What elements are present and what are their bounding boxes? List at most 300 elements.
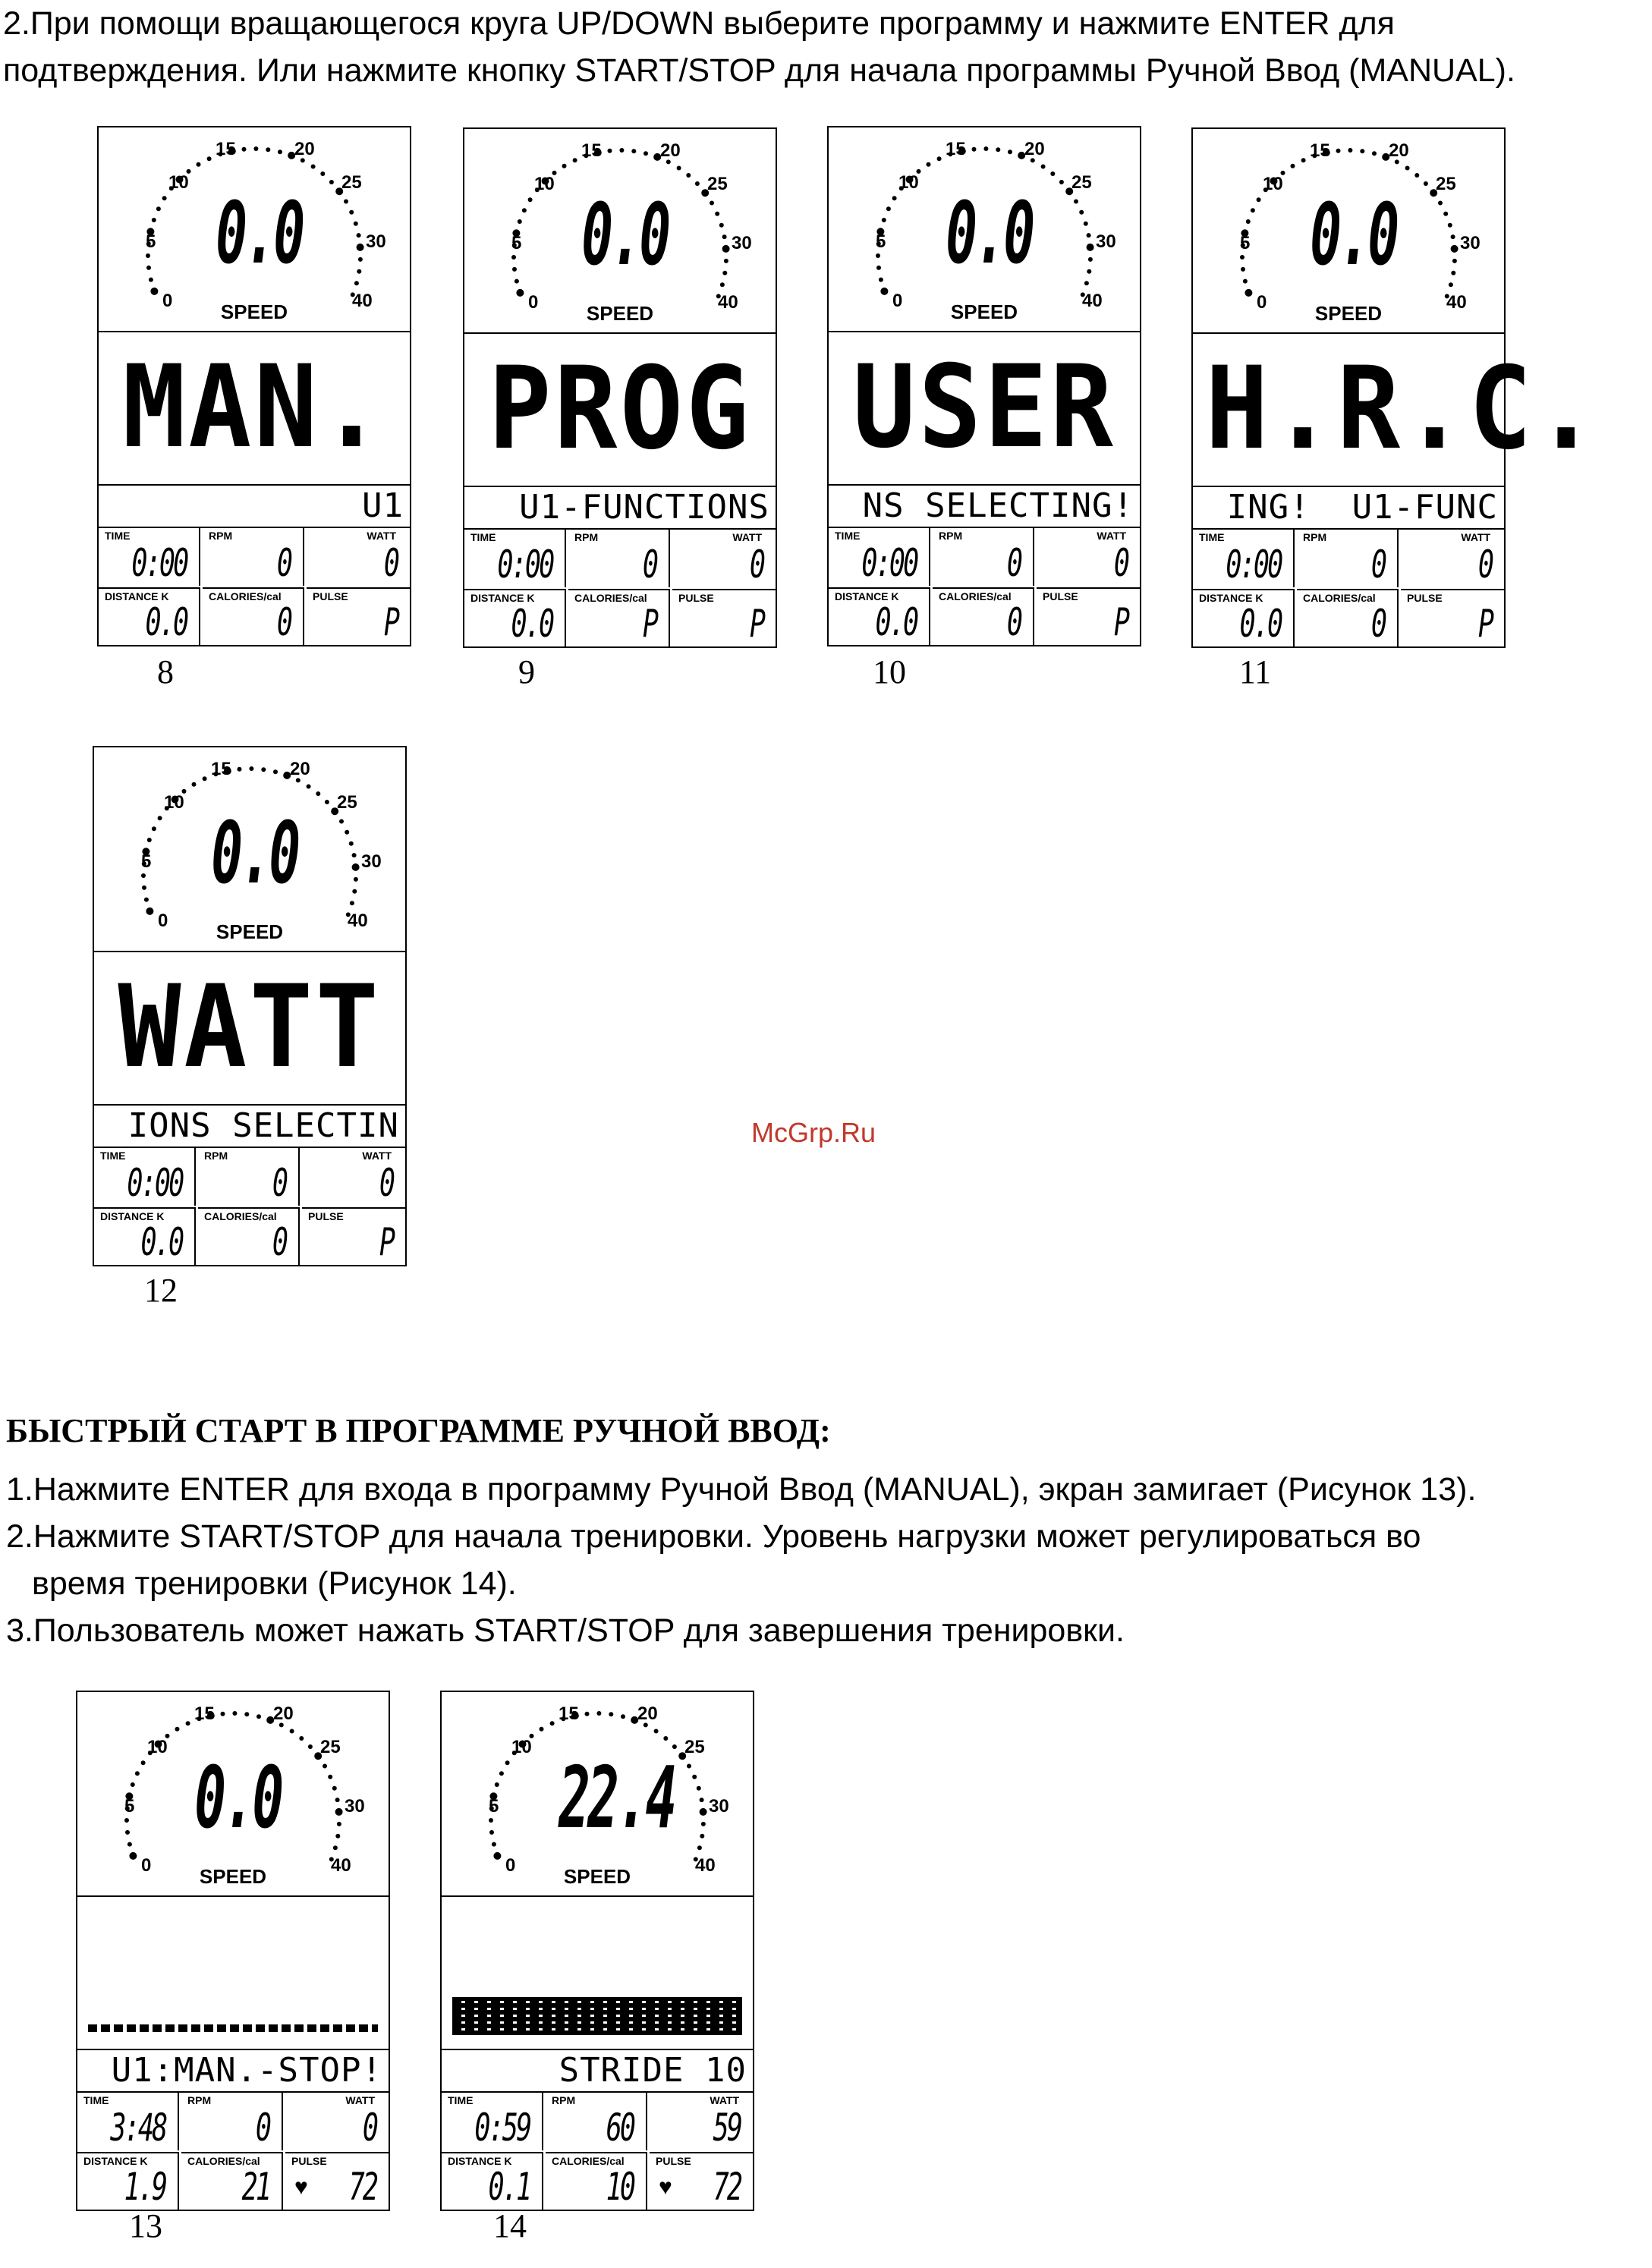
calories-value: 21 <box>241 2165 269 2209</box>
gauge-tick-label: 20 <box>637 1703 658 1724</box>
rpm-label: RPM <box>574 531 599 543</box>
gauge-dot <box>349 210 354 215</box>
rpm-cell <box>546 2093 647 2150</box>
gauge-dot <box>129 1852 137 1860</box>
gauge-dot <box>876 253 880 258</box>
gauge-dot <box>937 156 942 161</box>
time-label: TIME <box>835 530 861 542</box>
gauge-dot <box>150 288 158 295</box>
time-label: TIME <box>1199 531 1225 543</box>
calories-value: 0 <box>272 1220 286 1264</box>
calories-value: 0 <box>1006 600 1021 644</box>
calories-value: 10 <box>606 2165 634 2209</box>
gauge-tick-label: 40 <box>1446 292 1467 313</box>
calories-label: CALORIES/cal <box>209 590 282 602</box>
message-line <box>99 486 410 528</box>
speed-value: 0.0 <box>581 186 669 285</box>
gauge-dot <box>352 853 357 857</box>
pulse-label: PULSE <box>656 2155 691 2167</box>
gauge-dot <box>266 147 270 152</box>
gauge-dot <box>192 782 197 787</box>
console-display <box>93 746 407 1266</box>
time-label: TIME <box>470 531 496 543</box>
distance-label: DISTANCE K <box>105 590 169 602</box>
pulse-label: PULSE <box>1043 590 1078 602</box>
time-cell <box>99 528 200 586</box>
gauge-tick-label: 10 <box>168 172 189 193</box>
gauge-dot <box>158 816 162 820</box>
gauge-dot <box>349 841 354 846</box>
calories-cell <box>568 589 670 646</box>
gauge-tick-label: 5 <box>511 233 522 253</box>
gauge-dot <box>1084 281 1089 285</box>
rpm-value: 0 <box>1006 541 1021 585</box>
heart-icon: ♥ <box>294 2175 308 2200</box>
gauge-tick-label: 10 <box>898 172 919 193</box>
rpm-cell <box>203 528 304 586</box>
watt-label: WATT <box>1097 530 1126 542</box>
mode-matrix <box>1193 334 1600 487</box>
gauge-tick-label: 25 <box>337 792 357 813</box>
rpm-cell <box>568 530 670 587</box>
gauge-dot <box>518 219 522 224</box>
gauge-dot <box>687 1764 691 1769</box>
gauge-dot <box>1414 173 1419 178</box>
step-2-continued: время тренировки (Рисунок 14). <box>32 1565 517 1602</box>
gauge-dot <box>1059 180 1064 184</box>
calories-cell <box>933 587 1034 645</box>
gauge-dot <box>152 826 156 831</box>
gauge-tick-label: 0 <box>158 911 168 931</box>
gauge-dot <box>493 1852 501 1860</box>
gauge-dot <box>876 266 881 270</box>
gauge-tick-label: 30 <box>1096 231 1116 252</box>
gauge-dot <box>927 162 931 167</box>
message-text: IONS SELECTIN <box>127 1106 399 1145</box>
rpm-label: RPM <box>1303 531 1327 543</box>
watermark: McGrp.Ru <box>751 1117 876 1148</box>
mode-matrix <box>829 332 1140 486</box>
gauge-dot <box>299 1736 304 1741</box>
gauge-tick-label: 20 <box>1389 140 1409 161</box>
gauge-tick-label: 5 <box>1240 233 1251 253</box>
gauge-dot <box>609 1712 613 1716</box>
time-value: 0:00 <box>131 541 187 585</box>
gauge-dot <box>141 873 146 878</box>
speed-value: 0.0 <box>946 184 1033 283</box>
gauge-dot <box>1360 149 1364 153</box>
gauge-dot <box>1041 165 1046 169</box>
watt-cell <box>302 1148 405 1206</box>
pulse-value: 72 <box>713 2165 741 2209</box>
calories-cell <box>198 1207 300 1265</box>
gauge-tick-label: 15 <box>194 1703 215 1724</box>
rpm-label: RPM <box>939 530 963 542</box>
rpm-cell <box>1297 530 1399 587</box>
time-value: 3:48 <box>109 2106 165 2150</box>
speed-value: 0.0 <box>1310 186 1397 285</box>
gauge-dot <box>892 196 897 200</box>
distance-label: DISTANCE K <box>1199 592 1263 604</box>
gauge-tick-label: 40 <box>348 911 368 931</box>
gauge-dot <box>505 1760 510 1765</box>
gauge-dot <box>141 1760 146 1765</box>
metrics-grid <box>829 528 1140 645</box>
gauge-dot <box>221 1712 225 1716</box>
gauge-dot <box>207 156 212 161</box>
gauge-dot <box>135 1771 140 1776</box>
gauge-tick-label: 30 <box>366 231 386 252</box>
watt-cell <box>650 2093 753 2150</box>
speed-gauge <box>1193 129 1504 334</box>
gauge-dot <box>1348 148 1352 153</box>
gauge-dot <box>256 1714 261 1719</box>
gauge-tick-label: 25 <box>320 1737 341 1757</box>
gauge-dot <box>700 1808 707 1816</box>
gauge-dot <box>972 147 977 152</box>
message-line <box>442 2050 753 2093</box>
gauge-tick-label: 5 <box>489 1796 499 1817</box>
gauge-dot <box>124 1818 129 1823</box>
gauge-dot <box>357 244 364 251</box>
gauge-dot <box>357 233 361 237</box>
gauge-dot <box>242 147 247 152</box>
gauge-tick-label: 0 <box>1257 292 1267 313</box>
gauge-dot <box>886 206 891 211</box>
gauge-dot <box>1084 222 1088 226</box>
step-2: 2.Нажмите START/STOP для начала тренировки. Уровень нагрузки может регулироваться во <box>6 1518 1421 1555</box>
message-text: U1-FUNCTIONS <box>519 488 769 527</box>
speed-gauge <box>77 1692 389 1897</box>
level-bar-row <box>88 2024 378 2032</box>
watt-value: 0 <box>1477 543 1492 587</box>
gauge-dot <box>144 898 149 902</box>
gauge-dot <box>273 769 278 774</box>
distance-value: 0.0 <box>1239 602 1281 646</box>
gauge-dot <box>1240 255 1245 260</box>
gauge-dot <box>156 206 161 211</box>
gauge-dot <box>125 1830 130 1835</box>
rpm-value: 0 <box>255 2106 269 2150</box>
gauge-dot <box>249 766 253 771</box>
message-text: U1 <box>362 486 404 525</box>
gauge-tick-label: 15 <box>211 759 231 779</box>
gauge-dot <box>354 222 358 226</box>
mode-text: PROG <box>488 343 752 475</box>
figure-caption: 10 <box>873 653 906 690</box>
gauge-dot <box>1050 171 1055 176</box>
gauge-dot <box>882 218 886 222</box>
gauge-dot <box>631 149 636 153</box>
gauge-dot <box>663 1736 668 1741</box>
gauge-dot <box>127 1842 132 1847</box>
gauge-tick-label: 40 <box>1082 291 1103 311</box>
gauge-tick-label: 30 <box>1460 233 1481 253</box>
gauge-dot <box>1301 158 1306 162</box>
gauge-dot <box>700 1834 704 1839</box>
pulse-cell <box>1401 589 1504 646</box>
watt-cell <box>307 528 410 586</box>
gauge-dot <box>715 212 719 216</box>
watt-value: 59 <box>713 2106 741 2150</box>
console-display <box>440 1691 754 2211</box>
watt-label: WATT <box>1461 531 1490 543</box>
gauge-dot <box>149 278 153 282</box>
speed-label: SPEED <box>563 1865 631 1888</box>
gauge-tick-label: 20 <box>1024 139 1045 159</box>
calories-cell <box>181 2152 283 2210</box>
gauge-tick-label: 10 <box>511 1737 532 1757</box>
steps-list <box>6 1466 1645 1654</box>
gauge-dot <box>1451 245 1458 253</box>
gauge-dot <box>692 1775 697 1779</box>
gauge-dot <box>1448 223 1452 228</box>
time-label: TIME <box>448 2094 474 2106</box>
gauge-dot <box>489 1830 494 1835</box>
intro-paragraph <box>3 0 1650 94</box>
gauge-dot <box>232 1711 237 1716</box>
gauge-dot <box>311 165 316 169</box>
gauge-tick-label: 15 <box>946 139 966 159</box>
gauge-dot <box>345 830 349 835</box>
message-line <box>464 487 776 530</box>
intro-line-1: 2.При помощи вращающегося круга UP/DOWN выберите программу и нажмите ENTER для <box>3 5 1395 42</box>
figure-caption: 13 <box>129 2207 162 2244</box>
gauge-tick-label: 30 <box>345 1796 365 1817</box>
gauge-dot <box>528 197 533 202</box>
gauge-dot <box>722 271 727 275</box>
message-text: STRIDE 10 <box>559 2051 747 2090</box>
gauge-tick-label: 25 <box>1436 174 1456 194</box>
gauge-dot <box>146 266 151 270</box>
speed-label: SPEED <box>199 1865 267 1888</box>
console-display <box>1191 127 1600 648</box>
gauge-dot <box>328 1775 332 1779</box>
gauge-tick-label: 10 <box>534 174 555 194</box>
figure-caption: 9 <box>518 653 535 690</box>
distance-cell <box>94 1207 196 1265</box>
gauge-dot <box>879 278 883 282</box>
watt-cell <box>672 530 776 587</box>
speed-gauge <box>442 1692 753 1897</box>
gauge-dot <box>720 282 725 287</box>
gauge-tick-label: 15 <box>581 140 602 161</box>
gauge-dot <box>335 1808 343 1816</box>
time-value: 0:59 <box>474 2106 530 2150</box>
pulse-cell <box>1037 587 1140 645</box>
gauge-dot <box>621 1714 625 1719</box>
speed-label: SPEED <box>216 920 284 943</box>
gauge-dot <box>142 885 146 890</box>
gauge-dot <box>253 146 258 151</box>
gauge-dot <box>701 1822 706 1826</box>
gauge-dot <box>329 180 334 184</box>
rpm-cell <box>181 2093 283 2150</box>
watt-cell <box>285 2093 389 2150</box>
mode-text: WATT <box>118 961 382 1093</box>
watt-label: WATT <box>362 1150 392 1162</box>
mode-matrix <box>99 332 410 486</box>
mode-text: H.R.C. <box>1205 343 1600 475</box>
pulse-cell <box>302 1207 405 1265</box>
gauge-dot <box>1438 201 1443 206</box>
intro-line-2: подтверждения. Или нажмите кнопку START/STOP для начала программы Ручной Ввод (MANUAL). <box>3 52 1515 89</box>
gauge-dot <box>278 149 282 154</box>
time-cell <box>829 528 930 586</box>
mode-matrix <box>464 334 776 487</box>
gauge-dot <box>654 1729 659 1734</box>
gauge-dot <box>1088 257 1093 262</box>
gauge-tick-label: 5 <box>146 231 156 252</box>
pulse-cell <box>650 2152 753 2210</box>
metrics-grid <box>77 2093 389 2210</box>
distance-value: 0.0 <box>140 1220 182 1264</box>
gauge-tick-label: 15 <box>216 139 236 159</box>
gauge-dot <box>1079 210 1084 215</box>
distance-value: 0.1 <box>488 2165 530 2209</box>
gauge-dot <box>352 863 360 871</box>
gauge-dot <box>308 1744 313 1749</box>
speed-value: 22.4 <box>559 1749 675 1848</box>
rpm-cell <box>198 1148 300 1206</box>
gauge-tick-label: 5 <box>124 1796 135 1817</box>
figure-caption: 8 <box>157 653 174 690</box>
gauge-tick-label: 40 <box>331 1855 351 1876</box>
gauge-dot <box>983 146 988 151</box>
gauge-tick-label: 0 <box>505 1855 516 1876</box>
gauge-tick-label: 10 <box>1263 174 1283 194</box>
message-text: ING! U1-FUNC <box>1226 488 1498 527</box>
gauge-dot <box>511 255 516 260</box>
calories-label: CALORIES/cal <box>187 2155 260 2167</box>
gauge-dot <box>880 288 888 295</box>
time-value: 0:00 <box>1225 543 1281 587</box>
gauge-dot <box>1243 279 1248 284</box>
gauge-dot <box>244 1712 249 1716</box>
gauge-dot <box>1008 149 1012 154</box>
gauge-dot <box>1443 212 1448 216</box>
time-label: TIME <box>83 2094 109 2106</box>
gauge-tick-label: 40 <box>352 291 373 311</box>
gauge-dot <box>695 181 700 186</box>
gauge-dot <box>358 257 363 262</box>
gauge-dot <box>1251 208 1255 212</box>
calories-label: CALORIES/cal <box>552 2155 625 2167</box>
message-line <box>77 2050 389 2093</box>
mode-text: MAN. <box>122 341 386 473</box>
watt-value: 0 <box>379 1161 393 1205</box>
gauge-tick-label: 25 <box>707 174 728 194</box>
gauge-tick-label: 0 <box>162 291 173 311</box>
pulse-value: P <box>749 602 763 646</box>
gauge-dot <box>354 877 358 882</box>
time-label: TIME <box>105 530 131 542</box>
console-display <box>76 1691 390 2211</box>
distance-value: 0.0 <box>511 602 552 646</box>
gauge-dot <box>512 267 517 272</box>
calories-value: 0 <box>276 600 291 644</box>
gauge-tick-label: 30 <box>732 233 752 253</box>
distance-label: DISTANCE K <box>835 590 899 602</box>
speed-label: SPEED <box>586 302 654 325</box>
gauge-tick-label: 5 <box>141 851 152 872</box>
time-cell <box>94 1148 196 1206</box>
time-cell <box>1193 530 1295 587</box>
distance-cell <box>829 587 930 645</box>
watt-value: 0 <box>1113 541 1128 585</box>
time-cell <box>77 2093 179 2150</box>
pulse-value: 72 <box>348 2165 376 2209</box>
rpm-value: 0 <box>1370 543 1385 587</box>
pulse-label: PULSE <box>308 1210 344 1222</box>
gauge-tick-label: 40 <box>695 1855 716 1876</box>
time-value: 0:00 <box>126 1161 182 1205</box>
gauge-tick-label: 25 <box>1071 172 1092 193</box>
pulse-label: PULSE <box>313 590 348 602</box>
gauge-dot <box>489 1818 493 1823</box>
calories-label: CALORIES/cal <box>574 592 647 604</box>
pulse-cell <box>285 2152 389 2210</box>
gauge-tick-label: 20 <box>294 139 315 159</box>
gauge-dot <box>146 908 153 915</box>
gauge-dot <box>619 148 624 153</box>
console-display <box>463 127 777 648</box>
gauge-dot <box>573 158 577 162</box>
speed-gauge <box>464 129 776 334</box>
calories-label: CALORIES/cal <box>939 590 1012 602</box>
mode-text: USER <box>852 341 1116 473</box>
mode-matrix <box>442 1897 753 2050</box>
gauge-dot <box>1372 151 1377 156</box>
gauge-dot <box>357 269 361 274</box>
step-3: 3.Пользователь может нажать START/STOP для завершения тренировки. <box>6 1612 1125 1649</box>
gauge-dot <box>339 819 344 824</box>
mode-matrix <box>77 1897 389 2050</box>
speed-value: 0.0 <box>211 804 298 903</box>
gauge-dot <box>307 785 311 789</box>
gauge-dot <box>1087 269 1091 274</box>
watt-cell <box>1401 530 1504 587</box>
gauge-tick-label: 5 <box>876 231 886 252</box>
figure-caption: 12 <box>144 1272 178 1309</box>
pulse-cell <box>672 589 776 646</box>
gauge-dot <box>203 776 207 781</box>
gauge-dot <box>710 201 714 206</box>
gauge-tick-label: 10 <box>164 792 184 813</box>
gauge-tick-label: 40 <box>718 292 738 313</box>
console-display <box>827 126 1141 646</box>
distance-cell <box>464 589 566 646</box>
gauge-dot <box>1451 234 1455 239</box>
mode-matrix <box>94 952 405 1106</box>
watt-cell <box>1037 528 1140 586</box>
figure-caption: 14 <box>493 2207 527 2244</box>
watt-label: WATT <box>710 2094 739 2106</box>
gauge-dot <box>131 1782 135 1787</box>
gauge-dot <box>1291 164 1295 168</box>
gauge-dot <box>1074 200 1078 204</box>
calories-value: P <box>642 602 656 646</box>
gauge-tick-label: 20 <box>660 140 681 161</box>
distance-label: DISTANCE K <box>448 2155 512 2167</box>
gauge-dot <box>1257 197 1261 202</box>
time-cell <box>442 2093 543 2150</box>
speed-gauge <box>99 127 410 332</box>
gauge-dot <box>323 1764 327 1769</box>
watt-label: WATT <box>345 2094 375 2106</box>
gauge-dot <box>261 767 266 772</box>
gauge-dot <box>643 151 648 156</box>
